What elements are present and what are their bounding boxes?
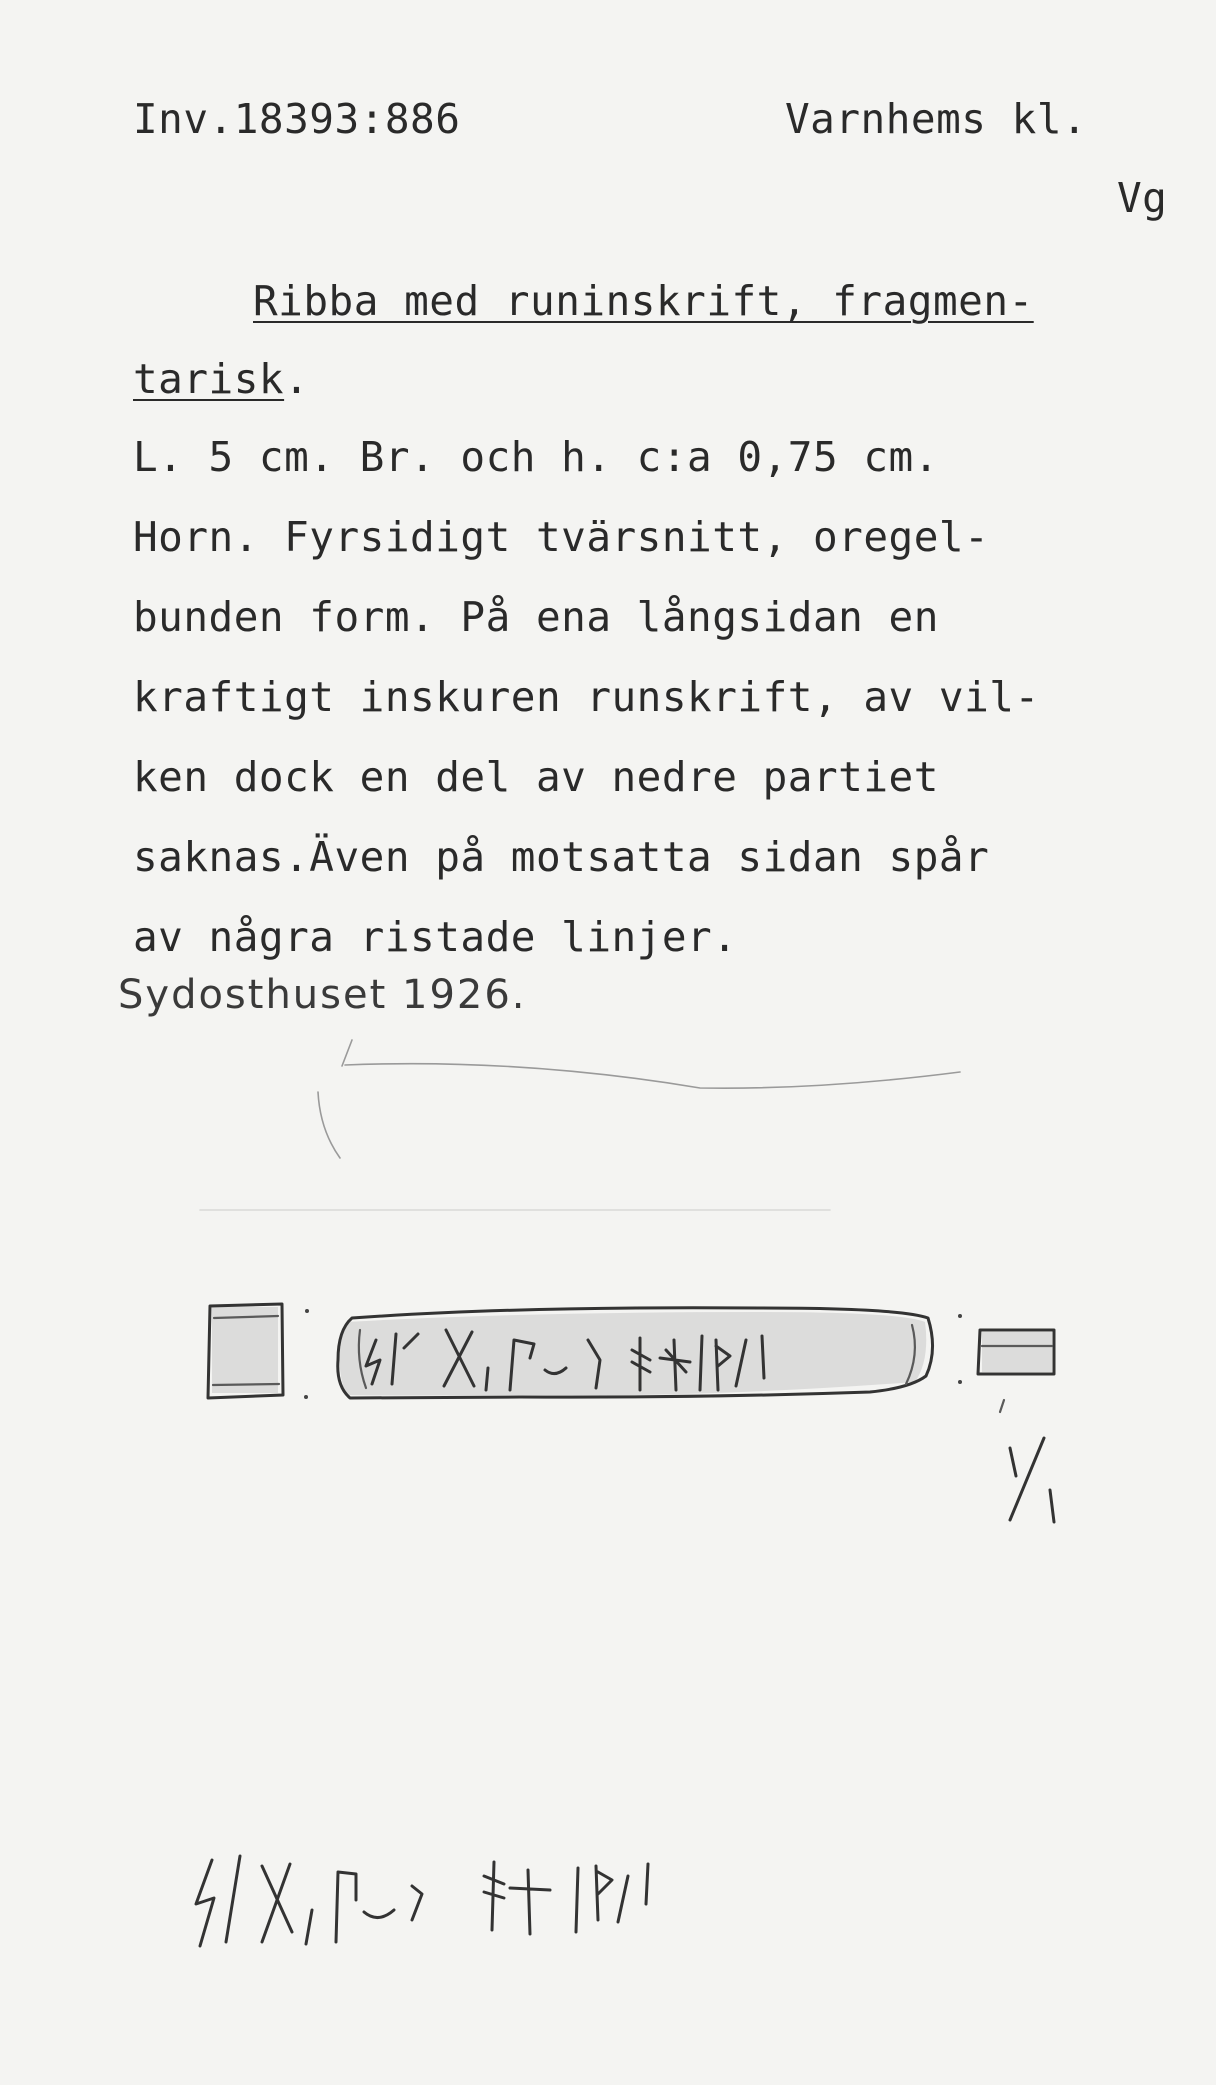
- description-line: L. 5 cm. Br. och h. c:a 0,75 cm.: [133, 433, 939, 481]
- description-line: saknas.Även på motsatta sidan spår: [133, 833, 990, 881]
- pencil-guide-lines: [200, 1040, 960, 1210]
- description-line: Horn. Fyrsidigt tvärsnitt, oregel-: [133, 513, 990, 561]
- description-line: av några ristade linjer.: [133, 913, 738, 961]
- region-code: Vg: [1117, 174, 1168, 222]
- find-context: Sydosthuset 1926.: [118, 972, 527, 1018]
- end-section-left: [208, 1304, 309, 1399]
- description-line: ken dock en del av nedre partiet: [133, 753, 939, 801]
- end-section-right: [958, 1314, 1054, 1412]
- inventory-number: Inv.18393:886: [133, 95, 461, 143]
- scale-marking: [1010, 1438, 1054, 1522]
- location: Varnhems kl.: [785, 95, 1088, 143]
- object-title-text-2: tarisk: [133, 355, 285, 403]
- object-title-text-1: Ribba med runinskrift, fragmen-: [253, 277, 1034, 325]
- object-title-period: .: [284, 355, 310, 403]
- description-line: bunden form. På ena långsidan en: [133, 593, 939, 641]
- description-line: kraftigt inskuren runskrift, av vil-: [133, 673, 1040, 721]
- rune-transcription: [196, 1856, 648, 1946]
- rib-drawing: [338, 1308, 933, 1398]
